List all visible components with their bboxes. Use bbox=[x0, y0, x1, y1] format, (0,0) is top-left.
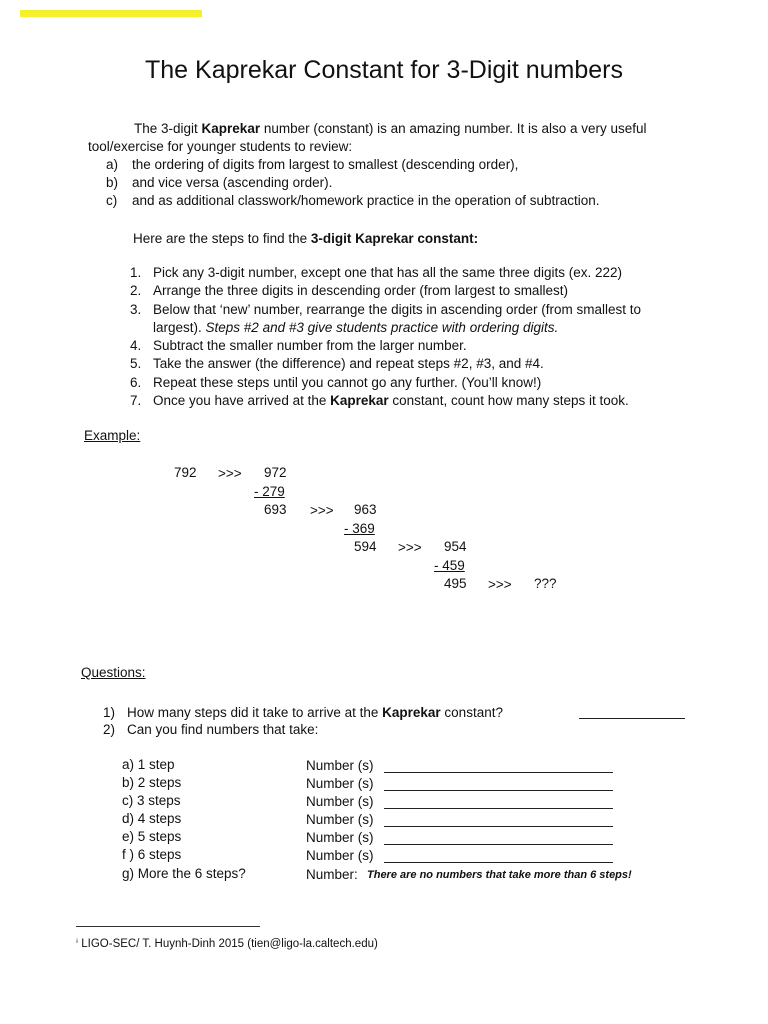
arrow: >>> bbox=[488, 577, 512, 592]
answer-note: There are no numbers that take more than 6 steps! bbox=[367, 869, 632, 881]
intro-text: The 3-digit Kaprekar number (constant) is an amazing number. It is also a very useful tool/exercise for younger students to review: bbox=[88, 121, 647, 154]
step-item: 1. Pick any 3-digit number, except one that has all the same three digits (ex. 222) bbox=[130, 265, 623, 280]
start-number: 792 bbox=[174, 465, 197, 480]
footnote-divider bbox=[76, 926, 260, 927]
answer-blank[interactable] bbox=[384, 862, 613, 863]
ascending-number: - 279 bbox=[254, 484, 285, 499]
number-label: Number (s) bbox=[306, 776, 374, 791]
descending-number: 972 bbox=[264, 465, 287, 480]
review-item: c) and as additional classwork/homework practice in the operation of subtraction. bbox=[106, 193, 600, 208]
ascending-number: - 369 bbox=[344, 521, 375, 536]
review-list bbox=[88, 156, 708, 210]
arrow: >>> bbox=[310, 503, 334, 518]
row-label: g) More the 6 steps? bbox=[122, 866, 246, 881]
questions-list bbox=[103, 704, 573, 738]
unknown-result: ??? bbox=[534, 576, 557, 591]
row-label: c) 3 steps bbox=[122, 793, 181, 808]
question-1: 1) How many steps did it take to arrive at the Kaprekar constant? bbox=[103, 705, 503, 720]
intro-paragraph bbox=[88, 120, 708, 210]
footnote: ⁱ LIGO-SEC/ T. Huynh-Dinh 2015 (tien@ligo-la.caltech.edu) bbox=[76, 938, 378, 950]
row-label: a) 1 step bbox=[122, 757, 175, 772]
step-item: 7. Once you have arrived at the Kaprekar constant, count how many steps it took. bbox=[130, 393, 629, 409]
row-label: f ) 6 steps bbox=[122, 847, 182, 862]
answer-blank[interactable] bbox=[384, 790, 613, 791]
answer-blank[interactable] bbox=[384, 826, 613, 827]
number-label: Number (s) bbox=[306, 758, 374, 773]
number-label: Number: bbox=[306, 867, 358, 882]
descending-number: 954 bbox=[444, 539, 467, 554]
row-label: b) 2 steps bbox=[122, 775, 182, 790]
step-item: 3. Below that ‘new’ number, rearrange the digits in ascending order (from smallest to largest). Steps #2 and #3 give students practice with ordering digits. bbox=[130, 301, 641, 335]
steps-list bbox=[130, 264, 690, 410]
number-label: Number (s) bbox=[306, 830, 374, 845]
arrow: >>> bbox=[398, 540, 422, 555]
example-heading: Example: bbox=[84, 428, 141, 443]
step-item: 5. Take the answer (the difference) and repeat steps #2, #3, and #4. bbox=[130, 356, 544, 372]
answer-blank-q1[interactable] bbox=[579, 718, 685, 719]
answer-blank[interactable] bbox=[384, 844, 613, 845]
question-2: 2) Can you find numbers that take: bbox=[103, 722, 319, 737]
number-label: Number (s) bbox=[306, 812, 374, 827]
questions-heading: Questions: bbox=[81, 665, 146, 680]
page-title: The Kaprekar Constant for 3-Digit numbers bbox=[145, 56, 623, 84]
difference: 495 bbox=[444, 576, 467, 591]
review-item: b) and vice versa (ascending order). bbox=[106, 175, 333, 190]
step-item: 6. Repeat these steps until you cannot go any further. (You’ll know!) bbox=[130, 374, 542, 390]
ascending-number: - 459 bbox=[434, 558, 465, 573]
difference: 693 bbox=[264, 502, 287, 517]
row-label: e) 5 steps bbox=[122, 829, 182, 844]
answer-blank[interactable] bbox=[384, 808, 613, 809]
step-item: 4. Subtract the smaller number from the larger number. bbox=[130, 338, 467, 354]
steps-intro: Here are the steps to find the 3-digit Kaprekar constant: bbox=[133, 231, 479, 246]
row-label: d) 4 steps bbox=[122, 811, 182, 826]
descending-number: 963 bbox=[354, 502, 377, 517]
step-item: 2. Arrange the three digits in descending order (from largest to smallest) bbox=[130, 283, 568, 299]
difference: 594 bbox=[354, 539, 377, 554]
number-label: Number (s) bbox=[306, 794, 374, 809]
yellow-highlight-mark bbox=[20, 10, 202, 17]
arrow: >>> bbox=[218, 466, 242, 481]
answer-blank[interactable] bbox=[384, 772, 613, 773]
number-label: Number (s) bbox=[306, 848, 374, 863]
review-item: a) the ordering of digits from largest to smallest (descending order), bbox=[106, 157, 519, 172]
